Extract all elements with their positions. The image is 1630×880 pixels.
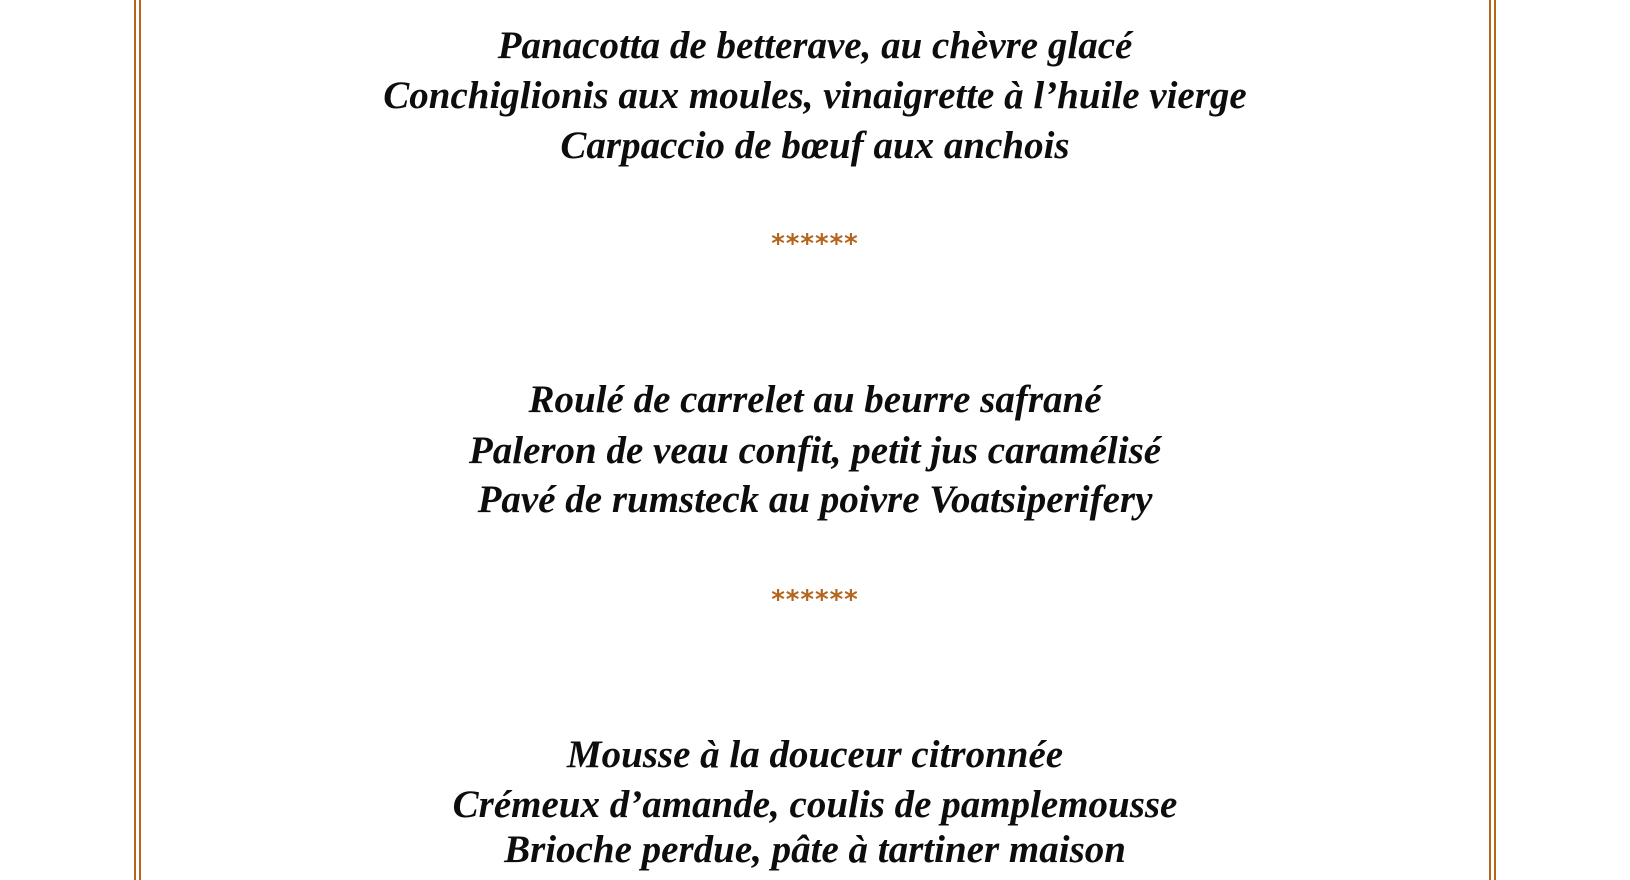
starter-item-3: Carpaccio de bœuf aux anchois — [560, 124, 1070, 167]
section-separator-2: ****** — [771, 585, 859, 615]
section-separator-1: ****** — [771, 229, 859, 259]
main-item-1: Roulé de carrelet au beurre safrané — [528, 378, 1102, 421]
dessert-item-3: Brioche perdue, pâte à tartiner maison — [504, 828, 1126, 871]
main-item-2: Paleron de veau confit, petit jus caramélisé — [468, 429, 1162, 472]
starter-item-1: Panacotta de betterave, au chèvre glacé — [497, 24, 1133, 67]
dessert-item-1: Mousse à la douceur citronnée — [566, 733, 1064, 776]
starter-item-2: Conchiglionis aux moules, vinaigrette à l’huile vierge — [383, 74, 1247, 117]
main-item-3: Pavé de rumsteck au poivre Voatsiperifery — [477, 478, 1153, 521]
dessert-item-2: Crémeux d’amande, coulis de pamplemousse — [452, 783, 1178, 826]
